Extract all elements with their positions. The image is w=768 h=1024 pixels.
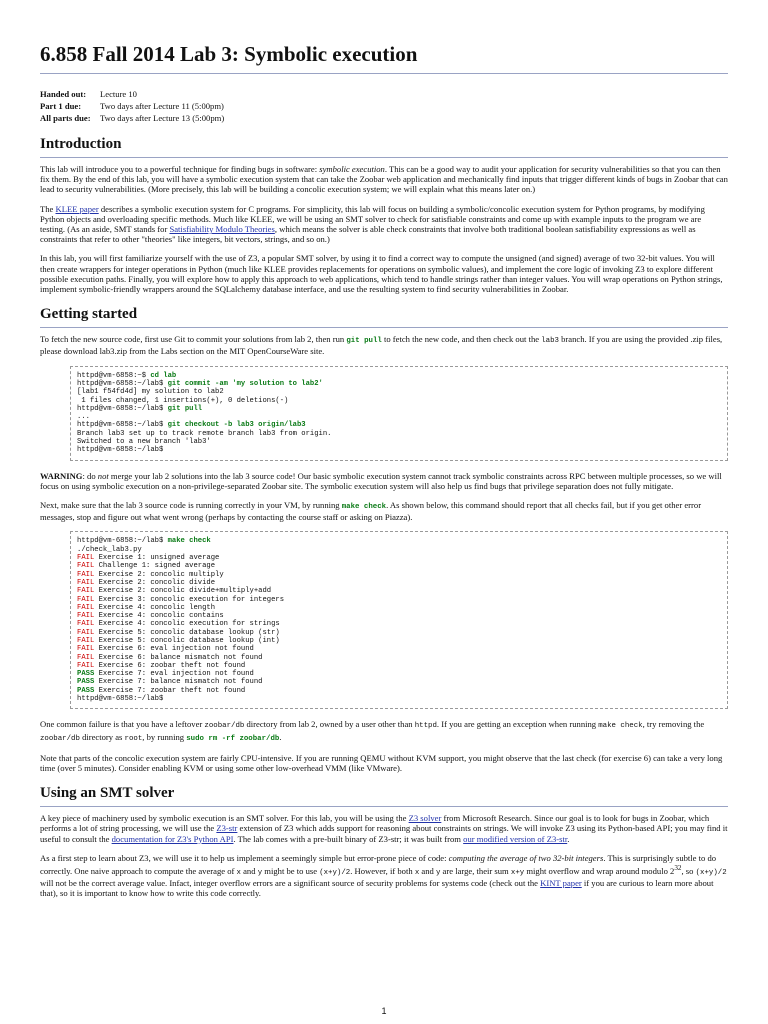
shell-line: httpd@vm-6858:~/lab$ bbox=[77, 695, 164, 704]
meta-key: All parts due: bbox=[40, 113, 91, 123]
make-check-paragraph: Next, make sure that the lab 3 source code is running correctly in your VM, by running make check. As shown below, this command should report that all checks fail, but if you get other error messages, stop and figure out what went wrong (perhaps by contacting the course staff or asking on Piazza). bbox=[40, 500, 702, 523]
shell-line: PASS Exercise 7: zoobar theft not found bbox=[77, 686, 246, 695]
shell-line: FAIL Exercise 3: concolic execution for integers bbox=[77, 595, 285, 604]
shell-line: FAIL Exercise 5: concolic database lookup (str) bbox=[77, 628, 280, 637]
intro-paragraph-1: This lab will introduce you to a powerful technique for finding bugs in software: symbolic execution. This can be a good way to audit your application for security vulnerabilities so that you can then fix them. By the end of this lab, you will have a symbolic execution system that can take the Zoobar web application and mechanically find inputs that trigger different kinds of bugs in Zoobar that can lead to security vulnerabilities. (More precisely, this lab will be building a concolic execution system; we will explain what this means later on.) bbox=[40, 164, 728, 195]
smt-paragraph-1: A key piece of machinery used by symbolic execution is an SMT solver. For this lab, you will be using the Z3 solver from Microsoft Research. Since our goal is to look for bugs in Zoobar, which performs a lot of string processing, we will use the Z3-str extension of Z3 which adds support for reasoning about constraints on strings. We will invoke Z3 using its Python-based API; you may find it useful to consult the documentation for Z3's Python API. The lab comes with a pre-built binary of Z3-str; it was built from our modified version of Z3-str. bbox=[40, 813, 728, 844]
shell-line: FAIL Exercise 6: zoobar theft not found bbox=[77, 661, 246, 670]
intro-paragraph-2: The KLEE paper describes a symbolic execution system for C programs. For simplicity, this lab will focus on building a symbolic/concolic execution system for Python programs, by modifying Python objects and overloading specific methods. Much like KLEE, we will be using an SMT solver to check for satisfiable constraints and come up with example inputs to the program we are testing. (As an aside, SMT stands for Satisfiability Modulo Theories, which means the solver is able check constraints that involve both traditional boolean satisfiability expressions as well as constraints that refer to other "theories" like integers, bit vectors, strings, and so on.) bbox=[40, 203, 705, 245]
shell-line: Branch lab3 set up to track remote branch lab3 from origin. bbox=[77, 429, 332, 438]
warning-paragraph: WARNING: do not merge your lab 2 solutions into the lab 3 source code! Our basic symbolic execution system cannot track symbolic constraints across RPC between multiple processes, so we will focus on using symbolic execution on a non-privilege-separated Zoobar site. The symbolic execution system will also help us find bugs that privilege separation does not fully mitigate. bbox=[40, 470, 722, 491]
shell-line: FAIL Challenge 1: signed average bbox=[77, 562, 216, 571]
failure-paragraph: One common failure is that you have a leftover zoobar/db directory from lab 2, owned by a user other than httpd. If you are getting an exception when running make check, try removing the zoobar/db directory as root, by running sudo rm -rf zoobar/db. bbox=[40, 719, 705, 743]
shell-line: FAIL Exercise 2: concolic multiply bbox=[77, 570, 224, 579]
shell-line: FAIL Exercise 6: balance mismatch not found bbox=[77, 653, 263, 662]
section-heading-introduction: Introduction bbox=[40, 136, 728, 158]
section-heading-getting-started: Getting started bbox=[40, 306, 728, 328]
shell-line: httpd@vm-6858:~/lab$ git commit -am 'my solution to lab2' bbox=[77, 379, 323, 388]
shell-line: ... bbox=[77, 413, 90, 422]
meta-value: Lecture 10 bbox=[100, 89, 137, 99]
shell-line: FAIL Exercise 5: concolic database lookup (int) bbox=[77, 636, 280, 645]
page-title: 6.858 Fall 2014 Lab 3: Symbolic execution bbox=[40, 42, 728, 74]
shell-line: PASS Exercise 7: eval injection not found bbox=[77, 670, 254, 679]
shell-line: FAIL Exercise 4: concolic execution for strings bbox=[77, 620, 280, 629]
shell-line: httpd@vm-6858:~/lab$ bbox=[77, 446, 164, 455]
shell-line: 1 files changed, 1 insertions(+), 0 deletions(-) bbox=[77, 396, 289, 405]
meta-row bbox=[40, 88, 728, 100]
shell-line: httpd@vm-6858:~/lab$ git pull bbox=[77, 404, 203, 413]
shell-line: FAIL Exercise 6: eval injection not found bbox=[77, 645, 254, 654]
shell-line: FAIL Exercise 4: concolic length bbox=[77, 603, 216, 612]
z3-solver-link[interactable]: Z3 solver bbox=[408, 813, 442, 824]
document-page bbox=[40, 42, 728, 907]
shell-line: PASS Exercise 7: balance mismatch not found bbox=[77, 678, 263, 687]
page-number: 1 bbox=[381, 1006, 387, 1016]
shell-line: FAIL Exercise 2: concolic divide bbox=[77, 578, 216, 587]
shell-line: FAIL Exercise 4: concolic contains bbox=[77, 612, 224, 621]
shell-line: Switched to a new branch 'lab3' bbox=[77, 438, 211, 447]
klee-paper-link[interactable]: KLEE paper bbox=[55, 203, 99, 214]
smt-theories-link[interactable]: Satisfiability Modulo Theories bbox=[169, 224, 275, 235]
shell-line: httpd@vm-6858:~/lab$ git checkout -b lab3 origin/lab3 bbox=[77, 421, 306, 430]
z3-python-docs-link[interactable]: documentation for Z3's Python API bbox=[111, 833, 234, 844]
meta-key: Handed out: bbox=[40, 89, 87, 99]
shell-line: httpd@vm-6858:~$ cd lab bbox=[77, 371, 177, 380]
due-dates bbox=[40, 88, 728, 124]
shell-transcript-make-check bbox=[70, 531, 728, 709]
getting-started-paragraph-1: To fetch the new source code, first use Git to commit your solutions from lab 2, then run git pull to fetch the new code, and then check out the lab3 branch. If you are using the provided .zip files, please download lab3.zip from the Labs section on the MIT OpenCourseWare site. bbox=[40, 334, 723, 357]
modified-z3-str-link[interactable]: our modified version of Z3-str bbox=[463, 833, 568, 844]
cpu-note-paragraph: Note that parts of the concolic execution system are fairly CPU-intensive. If you are running QEMU without KVM support, you might observe that the last check (for exercise 6) can take a very long time (over 5 minutes). Consider enabling KVM or using some other low-overhead VMM (like VMware). bbox=[40, 752, 723, 773]
shell-line: FAIL Exercise 2: concolic divide+multiply+add bbox=[77, 587, 272, 596]
smt-paragraph-2: As a first step to learn about Z3, we will use it to help us implement a seemingly simple but error-prone piece of code: computing the average of two 32-bit integers. This is surprisingly subtle to do correctly. One naive approach to compute the average of x and y might be to use (x+y)/2. However, if both x and y are large, their sum x+y might overflow and wrap around modulo $2^{32}$, so (x+y)/2 will not be the correct average value. Infact, integer overflow errors are a significant source of security problems for systems code (check out the KINT paper if you are curious to learn more about that), so it is important to know how to write this code correctly. bbox=[40, 852, 727, 899]
z3-str-link[interactable]: Z3-str bbox=[216, 823, 238, 834]
meta-value: Two days after Lecture 13 (5:00pm) bbox=[100, 113, 225, 123]
shell-transcript-git bbox=[70, 366, 728, 461]
meta-row bbox=[40, 100, 728, 112]
shell-line: httpd@vm-6858:~/lab$ make check bbox=[77, 537, 211, 546]
intro-paragraph-3: In this lab, you will first familiarize yourself with the use of Z3, a popular SMT solver, by using it to find a correct way to compute the unsigned (and signed) average of two 32-bit values. You will then create wrappers for integer operations in Python (much like KLEE provides replacements for operations on symbolic values), and implement the core logic of invoking Z3 to explore different possible execution paths. Finally, you will explore how to apply this approach to web applications, which tend to handle strings rather than integer values. You will wrap operations on Python strings, implement symbolic-friendly wrappers around the SQLalchemy database interface, and use the resulting system to find security vulnerabilities in Zoobar. bbox=[40, 253, 723, 295]
meta-key: Part 1 due: bbox=[40, 101, 82, 111]
shell-line: FAIL Exercise 1: unsigned average bbox=[77, 554, 220, 563]
shell-line: [lab1 f54fd4d] my solution to lab2 bbox=[77, 388, 224, 397]
section-heading-smt-solver: Using an SMT solver bbox=[40, 785, 728, 807]
kint-paper-link[interactable]: KINT paper bbox=[540, 878, 582, 889]
meta-row bbox=[40, 112, 728, 124]
meta-value: Two days after Lecture 11 (5:00pm) bbox=[100, 101, 224, 111]
shell-line: ./check_lab3.py bbox=[77, 545, 142, 554]
